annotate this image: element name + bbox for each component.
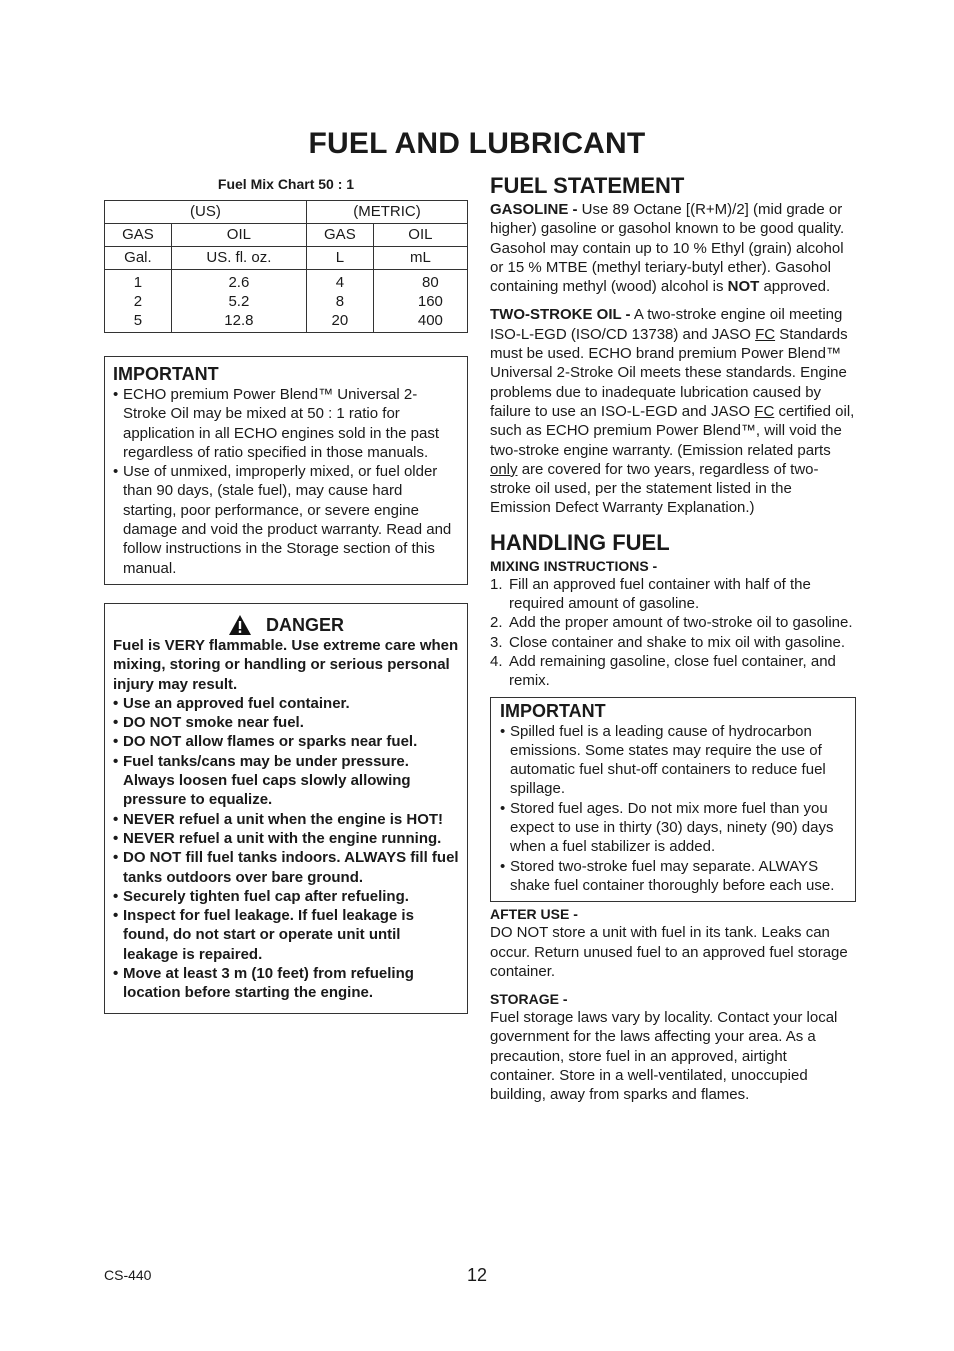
table-header: GAS	[306, 224, 373, 247]
gasoline-label: GASOLINE -	[490, 201, 578, 218]
table-value: 2	[133, 293, 143, 310]
oil-text-1: A two-stroke engine oil meeting ISO-L-EGD (ISO/CD 13738) and JASO	[490, 306, 843, 343]
after-use-heading: AFTER USE -	[490, 906, 578, 923]
gasoline-paragraph	[490, 200, 856, 239]
table-value: 12.8	[224, 312, 254, 329]
storage-heading: STORAGE -	[490, 991, 568, 1008]
step-number: 2.	[490, 614, 503, 632]
important-list	[113, 385, 459, 578]
important-box-fuel	[490, 697, 856, 903]
only-underlined: only	[490, 460, 518, 478]
important-box-oil	[104, 356, 468, 585]
fc-underlined: FC	[754, 402, 775, 420]
important-heading: IMPORTANT	[113, 364, 219, 384]
table-unit: Gal.	[105, 247, 172, 270]
table-unit: US. fl. oz.	[171, 247, 306, 270]
page-title: FUEL AND LUBRICANT	[308, 127, 646, 160]
table-group-metric: (METRIC)	[306, 201, 467, 224]
table-data-cell	[105, 270, 172, 333]
storage-text: Fuel storage laws vary by locality. Contact your local government for the laws affecting your area. As a precaution, store fuel in an approved, airtight container. Store in a well-ventilated, unoccupied building, away from sparks and flames.	[490, 1009, 838, 1104]
gasoline-text: Use 89 Octane [(R+M)/2] (mid grade or higher) gasoline or gasohol known to be good quality.	[490, 201, 845, 238]
table-header: GAS	[105, 224, 172, 247]
fuel-statement-heading: FUEL STATEMENT	[490, 173, 685, 198]
list-item: • NEVER refuel a unit when the engine is HOT!	[113, 810, 459, 829]
oil-text-3: certified oil, such as ECHO premium Power Blend™, will void the two-stroke engine warranty. (Emission related parts	[490, 402, 855, 459]
fuel-mix-chart-title: Fuel Mix Chart 50 : 1	[217, 176, 355, 192]
table-data-cell	[171, 270, 306, 333]
list-item: • NEVER refuel a unit with the engine running.	[113, 829, 459, 848]
list-item: • Securely tighten fuel cap after refueling.	[113, 887, 459, 906]
two-stroke-oil-paragraph	[490, 305, 856, 517]
list-item: • Use an approved fuel container.	[113, 694, 459, 713]
table-value: 5.2	[228, 293, 250, 310]
table-data-cell	[306, 270, 373, 333]
step-text: Add remaining gasoline, close fuel container, and remix.	[509, 652, 836, 690]
list-item	[490, 575, 856, 614]
not-emphasis: NOT	[727, 278, 760, 296]
list-item: • Spilled fuel is a leading cause of hydrocarbon emissions. Some states may require the use of automatic fuel shut-off containers to reduce fuel spillage.	[500, 722, 846, 799]
list-item: • Stored fuel ages. Do not mix more fuel than you expect to use in thirty (30) days, ninety (90) days when a fuel stabilizer is added.	[500, 799, 846, 857]
list-item	[490, 652, 856, 691]
step-number: 3.	[490, 633, 503, 651]
gasohol-text: Gasohol may contain up to 10 % Ethyl (grain) alcohol or 15 % MTBE (methyl teriary-butyl ether). Gasohol containing methyl (wood) alcohol is	[490, 239, 844, 296]
table-data-cell	[373, 270, 467, 333]
table-value: 8	[335, 293, 345, 310]
fc-underlined: FC	[755, 325, 776, 343]
two-stroke-oil-label: TWO-STROKE OIL -	[490, 306, 631, 324]
danger-box	[104, 603, 468, 1014]
gasohol-end: approved.	[759, 278, 831, 296]
table-header: OIL	[373, 224, 467, 247]
table-unit: mL	[373, 247, 467, 270]
step-text: Fill an approved fuel container with half of the required amount of gasoline.	[509, 575, 811, 613]
list-item: • DO NOT smoke near fuel.	[113, 713, 459, 732]
table-value: 20	[331, 312, 349, 329]
table-value: 5	[133, 312, 143, 329]
table-value: 1	[133, 274, 143, 291]
mixing-steps-list	[490, 575, 856, 691]
list-item	[490, 633, 856, 652]
gasohol-paragraph	[490, 239, 856, 297]
page-number: 12	[466, 1265, 488, 1285]
important-list	[500, 722, 846, 896]
after-use-text: DO NOT store a unit with fuel in its tank. Leaks can occur. Return unused fuel to an approved fuel storage container.	[490, 924, 848, 980]
table-value: 400	[417, 312, 443, 329]
mixing-instructions-heading: MIXING INSTRUCTIONS -	[490, 557, 658, 574]
table-value: 2.6	[228, 274, 250, 291]
list-item: • DO NOT fill fuel tanks indoors. ALWAYS fill fuel tanks outdoors over bare ground.	[113, 848, 459, 887]
table-value: 80	[422, 274, 439, 291]
table-value: 160	[417, 293, 443, 310]
left-column	[104, 174, 468, 1014]
warning-triangle-icon	[228, 614, 252, 636]
oil-text-4: are covered for two years, regardless of two-stroke oil used, per the statement listed in the Emission Defect Warranty Explanation.)	[490, 460, 819, 517]
list-item: • Move at least 3 m (10 feet) from refueling location before starting the engine.	[113, 964, 459, 1003]
table-unit: L	[306, 247, 373, 270]
table-value: 4	[335, 274, 345, 291]
step-text: Close container and shake to mix oil with gasoline.	[509, 633, 846, 651]
danger-header	[113, 614, 459, 636]
footer-model: CS-440	[104, 1267, 152, 1283]
list-item: • DO NOT allow flames or sparks near fuel.	[113, 732, 459, 751]
danger-list	[113, 694, 459, 1003]
list-item: • Fuel tanks/cans may be under pressure. Always loosen fuel caps slowly allowing pressure to equalize.	[113, 752, 459, 810]
danger-intro: Fuel is VERY flammable. Use extreme care when mixing, storing or handling or serious personal injury may result.	[113, 636, 459, 693]
list-item: • ECHO premium Power Blend™ Universal 2-Stroke Oil may be mixed at 50 : 1 ratio for application in all ECHO engines sold in the past regardless of ratio specified in those manuals.	[113, 385, 459, 462]
list-item: • Stored two-stroke fuel may separate. ALWAYS shake fuel container thoroughly before each use.	[500, 857, 846, 896]
danger-heading: DANGER	[265, 614, 344, 635]
step-number: 4.	[490, 652, 503, 670]
list-item: • Inspect for fuel leakage. If fuel leakage is found, do not start or operate unit until leakage is repaired.	[113, 906, 459, 964]
table-header: OIL	[171, 224, 306, 247]
step-number: 1.	[490, 575, 503, 593]
right-column	[490, 172, 856, 1105]
important-heading: IMPORTANT	[500, 700, 606, 721]
handling-fuel-heading: HANDLING FUEL	[490, 529, 670, 555]
fuel-mix-table	[104, 200, 468, 333]
list-item: • Use of unmixed, improperly mixed, or fuel older than 90 days, (stale fuel), may cause hard starting, poor performance, or severe engine damage and void the product warranty. Read and follow instructions in the Storage section of this manual.	[113, 462, 459, 578]
step-text: Add the proper amount of two-stroke oil to gasoline.	[509, 614, 853, 632]
oil-text-2: Standards must be used. ECHO brand premium Power Blend™ Universal 2-Stroke Oil meets these standards. Engine problems due to inadequate lubrication caused by failure to use an ISO-L-EGD and JASO	[490, 325, 848, 420]
table-group-us: (US)	[105, 201, 307, 224]
list-item	[490, 613, 856, 632]
